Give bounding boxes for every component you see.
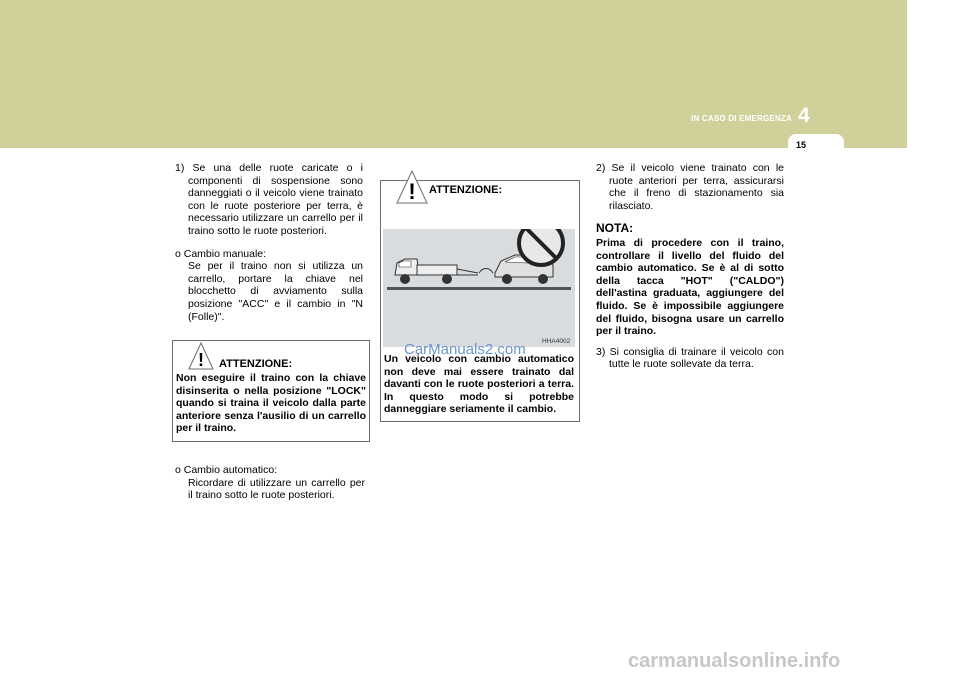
instruction-1: 1) Se una delle ruote caricate o i componenti di sospensione sono danneggiati o il veicolo viene trainato con le ruote posteriore per terra, è necessario utilizzare un carrello per il traino sotto le ruote posteriori. [175, 162, 363, 237]
prohibition-icon [519, 229, 563, 265]
watermark-carmanuals2: CarManuals2.com [404, 341, 526, 358]
svg-text:!: ! [198, 350, 204, 370]
instruction-3: 3) Si consiglia di trainare il veicolo con tutte le ruote sollevate da terra. [596, 345, 784, 371]
right-column [596, 162, 784, 381]
chapter-number: 4 [798, 104, 810, 127]
figure-code: HHA4002 [542, 338, 571, 345]
svg-text:!: ! [408, 179, 416, 204]
warning-icon [395, 169, 429, 205]
automatic-gearbox-text: Ricordare di utilizzare un carrello per il traino sotto le ruote posteriori. [188, 476, 365, 502]
note-title: NOTA: [596, 221, 634, 236]
middle-warning-text: Un veicolo con cambio automatico non deve mai essere trainato dal davanti con le ruote posteriori a terra. In questo modo si potrebbe danneggiare seriamente il cambio. [384, 353, 574, 416]
automatic-gearbox-title: o Cambio automatico: [175, 464, 278, 476]
note-text: Prima di procedere con il traino, controllare il livello del fluido del cambio automatico. Se è al di sotto della tacca "HOT" ("CALDO") dell'astina graduata, aggiungere del fluido. Se è impossibile aggiungere del fluido, bisogna usare un carrello per il traino. [596, 236, 784, 338]
warning-icon [187, 341, 215, 371]
header-band [0, 0, 907, 148]
left-column [175, 162, 363, 333]
towing-illustration [383, 229, 575, 347]
instruction-2: 2) Se il veicolo viene trainato con le ruote anteriori per terra, assicurarsi che il freno di stazionamento sia rilasciato. [596, 162, 784, 212]
section-title: IN CASO DI EMERGENZA [691, 114, 792, 123]
page-number: 15 [796, 140, 807, 150]
warning-box-left [172, 340, 370, 442]
manual-gearbox-text: Se per il traino non si utilizza un carrello, portare la chiave nel blocchetto di avviamento sulla posizione "ACC" e il cambio in "N (Folle)". [188, 260, 363, 323]
manual-gearbox-title: o Cambio manuale: [175, 247, 267, 260]
warning-title: ATTENZIONE: [219, 358, 293, 370]
towing-diagram [383, 229, 575, 347]
watermark-footer: carmanualsonline.info [628, 650, 841, 672]
warning-text: Non eseguire il traino con la chiave disinserita o nella posizione "LOCK" quando si traina il veicolo dalla parte anteriore senza l'ausilio di un carrello per il traino. [176, 372, 366, 435]
left-column-bottom [175, 464, 365, 512]
warning-title: ATTENZIONE: [429, 184, 503, 196]
